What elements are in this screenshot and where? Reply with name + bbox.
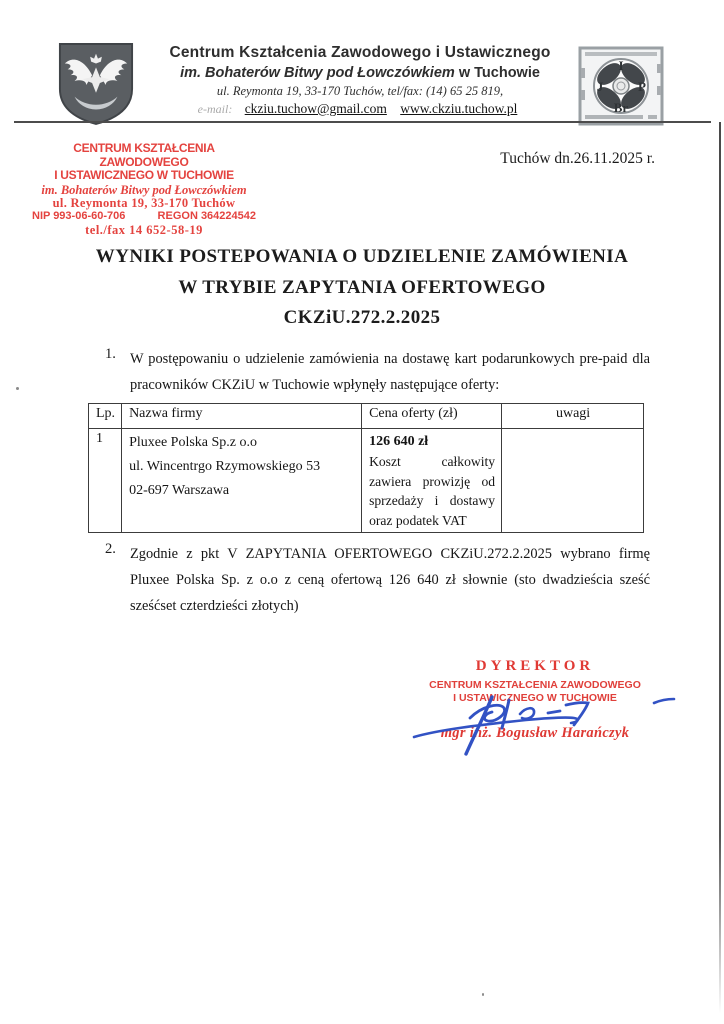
col-header-uwagi: uwagi xyxy=(502,404,644,429)
scan-speck xyxy=(482,993,484,996)
firma-city: 02-697 Warszawa xyxy=(129,483,230,498)
org-patron-line xyxy=(140,65,580,81)
item2-number: 2. xyxy=(105,541,116,557)
firma-street: ul. Wincentrgo Rzymowskiego 53 xyxy=(129,459,321,474)
item2-text: Zgodnie z pkt V ZAPYTANIA OFERTOWEGO CKZiU.272.2.2025 wybrano firmę Pluxee Polska Sp. z o.o z ceną ofertową 126 640 zł słownie (sto dwadzieścia sześć sześćset czterdzieści złotych) xyxy=(130,546,650,614)
table-header-row xyxy=(89,404,644,429)
table-row xyxy=(89,429,644,533)
offer-price: 126 640 zł xyxy=(369,434,429,449)
firma-name: Pluxee Polska Sp.z o.o xyxy=(129,435,258,450)
stamp-line-3: im. Bohaterów Bitwy pod Łowczówkiem xyxy=(41,182,247,197)
header-divider xyxy=(14,121,711,123)
cell-lp: 1 xyxy=(89,429,122,533)
org-address: ul. Reymonta 19, 33-170 Tuchów, tel/fax: (14) 65 25 819, xyxy=(216,84,504,98)
cell-firma xyxy=(122,429,362,533)
item1-text: W postępowaniu o udzielenie zamówienia na dostawę kart podarunkowych pre-paid dla pracowników CKZiU w Tuchowie wpłynęły następujące oferty: xyxy=(130,351,650,393)
col-header-cena: Cena oferty (zł) xyxy=(362,404,502,429)
cell-cena xyxy=(362,429,502,533)
org-contact-line xyxy=(140,101,580,117)
stamp-line-2: I USTAWICZNEGO W TUCHOWIE xyxy=(54,168,234,182)
stamp-line-4: ul. Reymonta 19, 33-170 Tuchów xyxy=(52,195,236,210)
scan-edge-artifact xyxy=(719,122,721,1014)
col-header-lp: Lp. xyxy=(89,404,122,429)
stamp-letter-bottom: Br xyxy=(613,100,629,115)
signature-org-line2: I USTAWICZNEGO W TUCHOWIE xyxy=(453,691,617,704)
stamp-regon: REGON 364224542 xyxy=(157,210,256,222)
signature-block xyxy=(415,658,655,742)
stamp-nip: NIP 993-06-60-706 xyxy=(32,210,126,222)
stamp-letter-top: I xyxy=(618,58,624,73)
title-line-3: CKZiU.272.2.2025 xyxy=(283,307,441,328)
stamp-line-1: CENTRUM KSZTAŁCENIA ZAWODOWEGO xyxy=(73,141,215,169)
stamp-letter-right: P xyxy=(638,79,646,94)
email-label: e-mail: xyxy=(197,102,233,116)
signature-name: mgr inż. Bogusław Harańczyk xyxy=(440,725,630,741)
offers-table xyxy=(88,403,644,533)
cell-uwagi xyxy=(502,429,644,533)
tuchow-coat-of-arms-icon xyxy=(57,42,135,131)
document-title xyxy=(62,242,662,334)
signature-role: DYREKTOR xyxy=(475,658,595,674)
signature-org-line1: CENTRUM KSZTAŁCENIA ZAWODOWEGO xyxy=(429,679,641,691)
title-line-2: W TRYBIE ZAPYTANIA OFERTOWEGO xyxy=(178,276,546,298)
col-header-firma: Nazwa firmy xyxy=(122,404,362,429)
website-address: www.ckziu.tuchow.pl xyxy=(400,101,518,116)
item1-number: 1. xyxy=(105,346,116,362)
patron-name: im. Bohaterów Bitwy pod Łowczówkiem xyxy=(180,65,455,81)
signature-org xyxy=(415,679,655,704)
offer-price-note: Koszt całkowity zawiera prowizję od sprzedaży i dostawy oraz podatek VAT xyxy=(369,454,496,528)
sender-ink-stamp xyxy=(30,142,258,237)
patron-suffix: w Tuchowie xyxy=(454,65,540,81)
email-address: ckziu.tuchow@gmail.com xyxy=(244,101,387,116)
stamp-telfax: tel./fax 14 652-58-19 xyxy=(85,222,203,237)
date-line: Tuchów dn.26.11.2025 r. xyxy=(500,150,655,167)
stamp-nip-regon xyxy=(30,210,258,224)
org-name: Centrum Kształcenia Zawodowego i Ustawicznego xyxy=(169,44,551,61)
stamp-letter-left: J xyxy=(596,79,604,94)
title-line-1: WYNIKI POSTEPOWANIA O UDZIELENIE ZAMÓWIENIA xyxy=(95,246,629,267)
scan-speck xyxy=(16,387,19,390)
letterhead xyxy=(140,44,580,117)
brigade-stamp-icon xyxy=(578,46,664,131)
